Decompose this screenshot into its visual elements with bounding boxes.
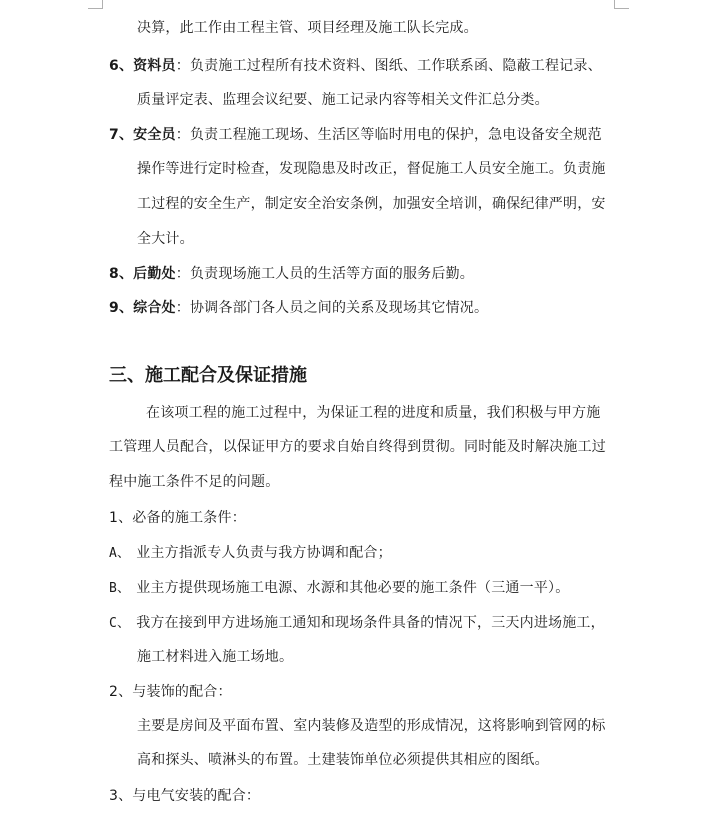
list-item-6 — [109, 56, 602, 76]
item-text: 协调各部门各人员之间的关系及现场其它情况。 — [189, 300, 489, 316]
item-role: 综合处 — [133, 300, 176, 316]
page-corner-mark-left — [88, 0, 103, 9]
list-item-b — [109, 578, 569, 599]
item-text: 负责工程施工现场、生活区等临时用电的保护，急电设备安全规范 — [189, 127, 602, 143]
paragraph-line: 质量评定表、监理会议纪要、施工记录内容等相关文件汇总分类。 — [137, 92, 549, 108]
paragraph-line: 程中施工条件不足的问题。 — [109, 474, 280, 490]
item-text: 业主方提供现场施工电源、水源和其他必要的施工条件（三通一平）。 — [136, 580, 570, 596]
subsection-title: 3、与电气安装的配合： — [109, 788, 261, 804]
item-text: 负责现场施工人员的生活等方面的服务后勤。 — [189, 266, 474, 282]
item-role: 后勤处 — [133, 266, 176, 282]
list-item-9 — [109, 298, 488, 318]
paragraph-line: 全大计。 — [137, 231, 194, 247]
item-separator: ： — [175, 127, 190, 143]
item-text: 我方在接到甲方进场施工通知和现场条件具备的情况下，三天内进场施工， — [136, 615, 605, 631]
item-label: A、 — [109, 546, 131, 561]
paragraph-line: 高和探头、喷淋头的布置。土建装饰单位必须提供其相应的图纸。 — [137, 752, 549, 768]
item-number: 8、 — [109, 266, 134, 282]
paragraph-line: 主要是房间及平面布置、室内装修及造型的形成情况，这将影响到管网的标 — [137, 718, 606, 734]
list-item-a — [109, 543, 392, 564]
page-corner-mark-right — [614, 0, 629, 9]
item-number: 6、 — [109, 58, 134, 74]
item-separator: ： — [175, 300, 190, 316]
section-heading: 三、施工配合及保证措施 — [109, 365, 307, 386]
paragraph-line: 在该项工程的施工过程中，为保证工程的进度和质量，我们积极与甲方施 — [146, 405, 601, 421]
item-separator: ： — [175, 58, 190, 74]
item-text: 业主方指派专人负责与我方协调和配合； — [136, 545, 392, 561]
item-role: 资料员 — [133, 58, 176, 74]
subsection-title: 2、与装饰的配合： — [109, 684, 232, 700]
item-number: 7、 — [109, 127, 134, 143]
item-number: 9、 — [109, 300, 134, 316]
paragraph-line: 操作等进行定时检查，发现隐患及时改正，督促施工人员安全施工。负责施 — [137, 161, 606, 177]
item-label: C、 — [109, 616, 131, 631]
list-item-7 — [109, 125, 602, 145]
list-item-c — [109, 613, 605, 634]
item-text: 负责施工过程所有技术资料、图纸、工作联系函、隐蔽工程记录、 — [189, 58, 602, 74]
list-item-8 — [109, 264, 474, 284]
item-label: B、 — [109, 581, 131, 596]
paragraph-line: 决算，此工作由工程主管、项目经理及施工队长完成。 — [137, 20, 478, 36]
item-role: 安全员 — [133, 127, 176, 143]
paragraph-line: 施工材料进入施工场地。 — [137, 649, 294, 665]
item-separator: ： — [175, 266, 190, 282]
paragraph-line: 工过程的安全生产，制定安全治安条例，加强安全培训，确保纪律严明，安 — [137, 196, 606, 212]
subsection-title: 1、必备的施工条件： — [109, 510, 246, 526]
paragraph-line: 工管理人员配合，以保证甲方的要求自始自终得到贯彻。同时能及时解决施工过 — [109, 439, 606, 455]
